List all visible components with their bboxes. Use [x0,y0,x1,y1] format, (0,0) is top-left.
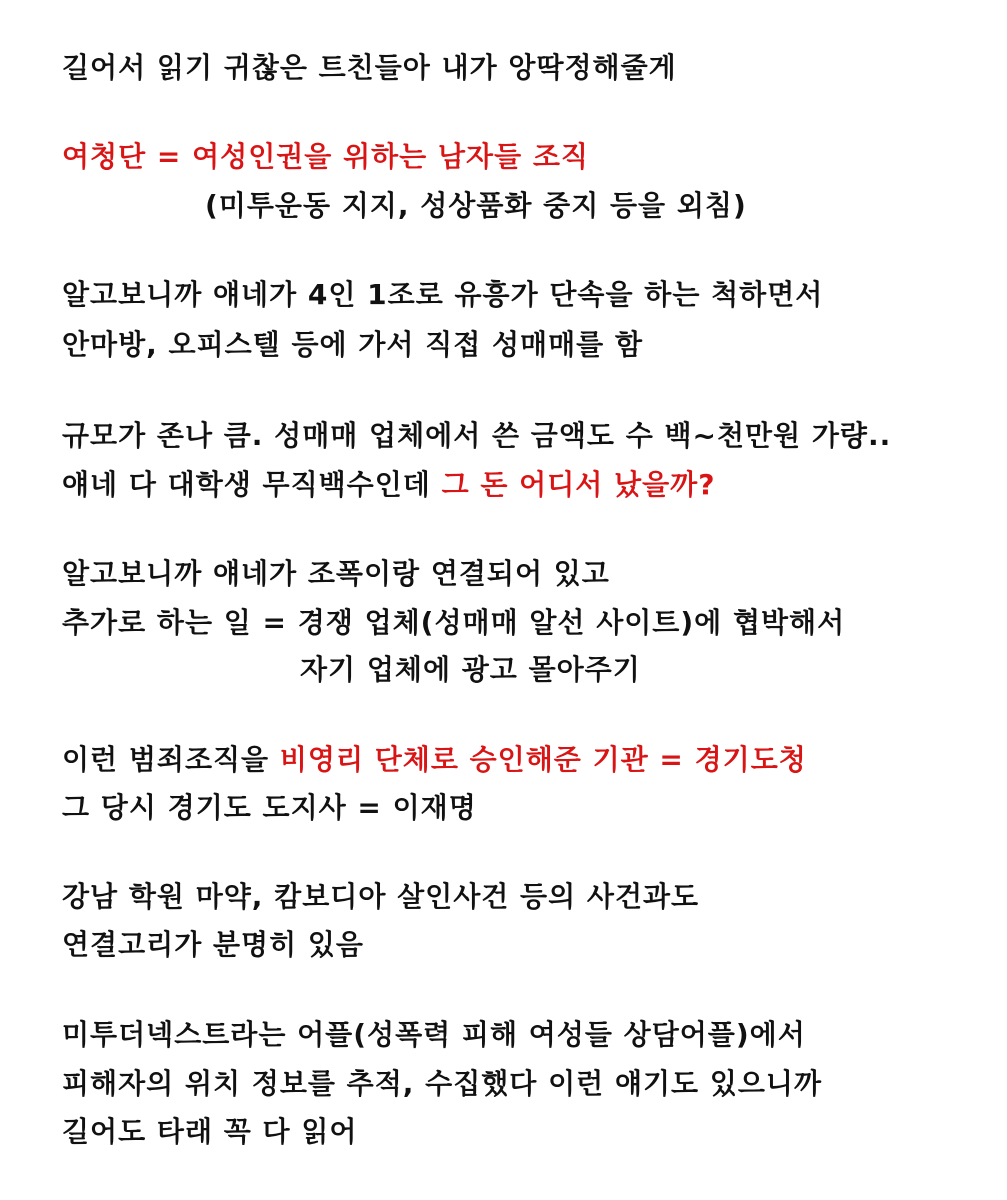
paragraph-text: 미투더넥스트라는 어플(성폭력 피해 여성들 상담어플)에서 [62,1018,806,1051]
definition-detail-line [205,186,747,226]
paragraph-line [62,603,845,643]
paragraph-text: 자기 업체에 광고 몰아주기 [300,653,641,686]
definition-line [62,137,589,177]
definition-detail-text: (미투운동 지지, 성상품화 중지 등을 외침) [205,189,747,222]
paragraph-line [62,554,610,594]
definition-text: 여청단 = 여성인권을 위하는 남자들 조직 [62,140,589,173]
closing-text: 길어도 타래 꼭 다 읽어 [62,1115,358,1148]
paragraph-line [62,925,364,965]
paragraph-text: 강남 학원 마약, 캄보디아 살인사건 등의 사건과도 [62,880,700,913]
paragraph-text: 추가로 하는 일 = 경쟁 업체(성매매 알선 사이트)에 협박해서 [62,606,846,639]
paragraph-text: 안마방, 오피스텔 등에 가서 직접 성매매를 함 [62,328,643,361]
paragraph-line [300,650,641,690]
intro-line [62,48,677,88]
paragraph-line [62,788,477,828]
paragraph-line [62,1064,822,1104]
paragraph-text: 규모가 존나 큼. 성매매 업체에서 쓴 금액도 수 백~천만원 가량.. [62,419,892,452]
closing-line [62,1112,357,1152]
paragraph-line [62,325,643,365]
paragraph-line [62,465,715,505]
paragraph-line [62,740,807,780]
paragraph-text: 그 당시 경기도 도지사 = 이재명 [62,791,477,824]
paragraph-text: 얘네 다 대학생 무직백수인데 [62,468,442,501]
highlight-text: 그 돈 어디서 났을까? [441,468,716,501]
intro-text: 길어서 읽기 귀찮은 트친들아 내가 앙딱정해줄게 [62,51,677,84]
paragraph-line [62,877,699,917]
paragraph-line [62,416,891,456]
paragraph-line [62,1015,806,1055]
paragraph-text: 연결고리가 분명히 있음 [62,928,364,961]
paragraph-line [62,275,823,315]
paragraph-text: 이런 범죄조직을 [62,743,280,776]
paragraph-text: 알고보니까 얘네가 4인 1조로 유흥가 단속을 하는 척하면서 [62,278,824,311]
paragraph-text: 피해자의 위치 정보를 추적, 수집했다 이런 얘기도 있으니까 [62,1067,823,1100]
paragraph-text: 알고보니까 얘네가 조폭이랑 연결되어 있고 [62,557,610,590]
highlight-text: 비영리 단체로 승인해준 기관 = 경기도청 [279,743,807,776]
